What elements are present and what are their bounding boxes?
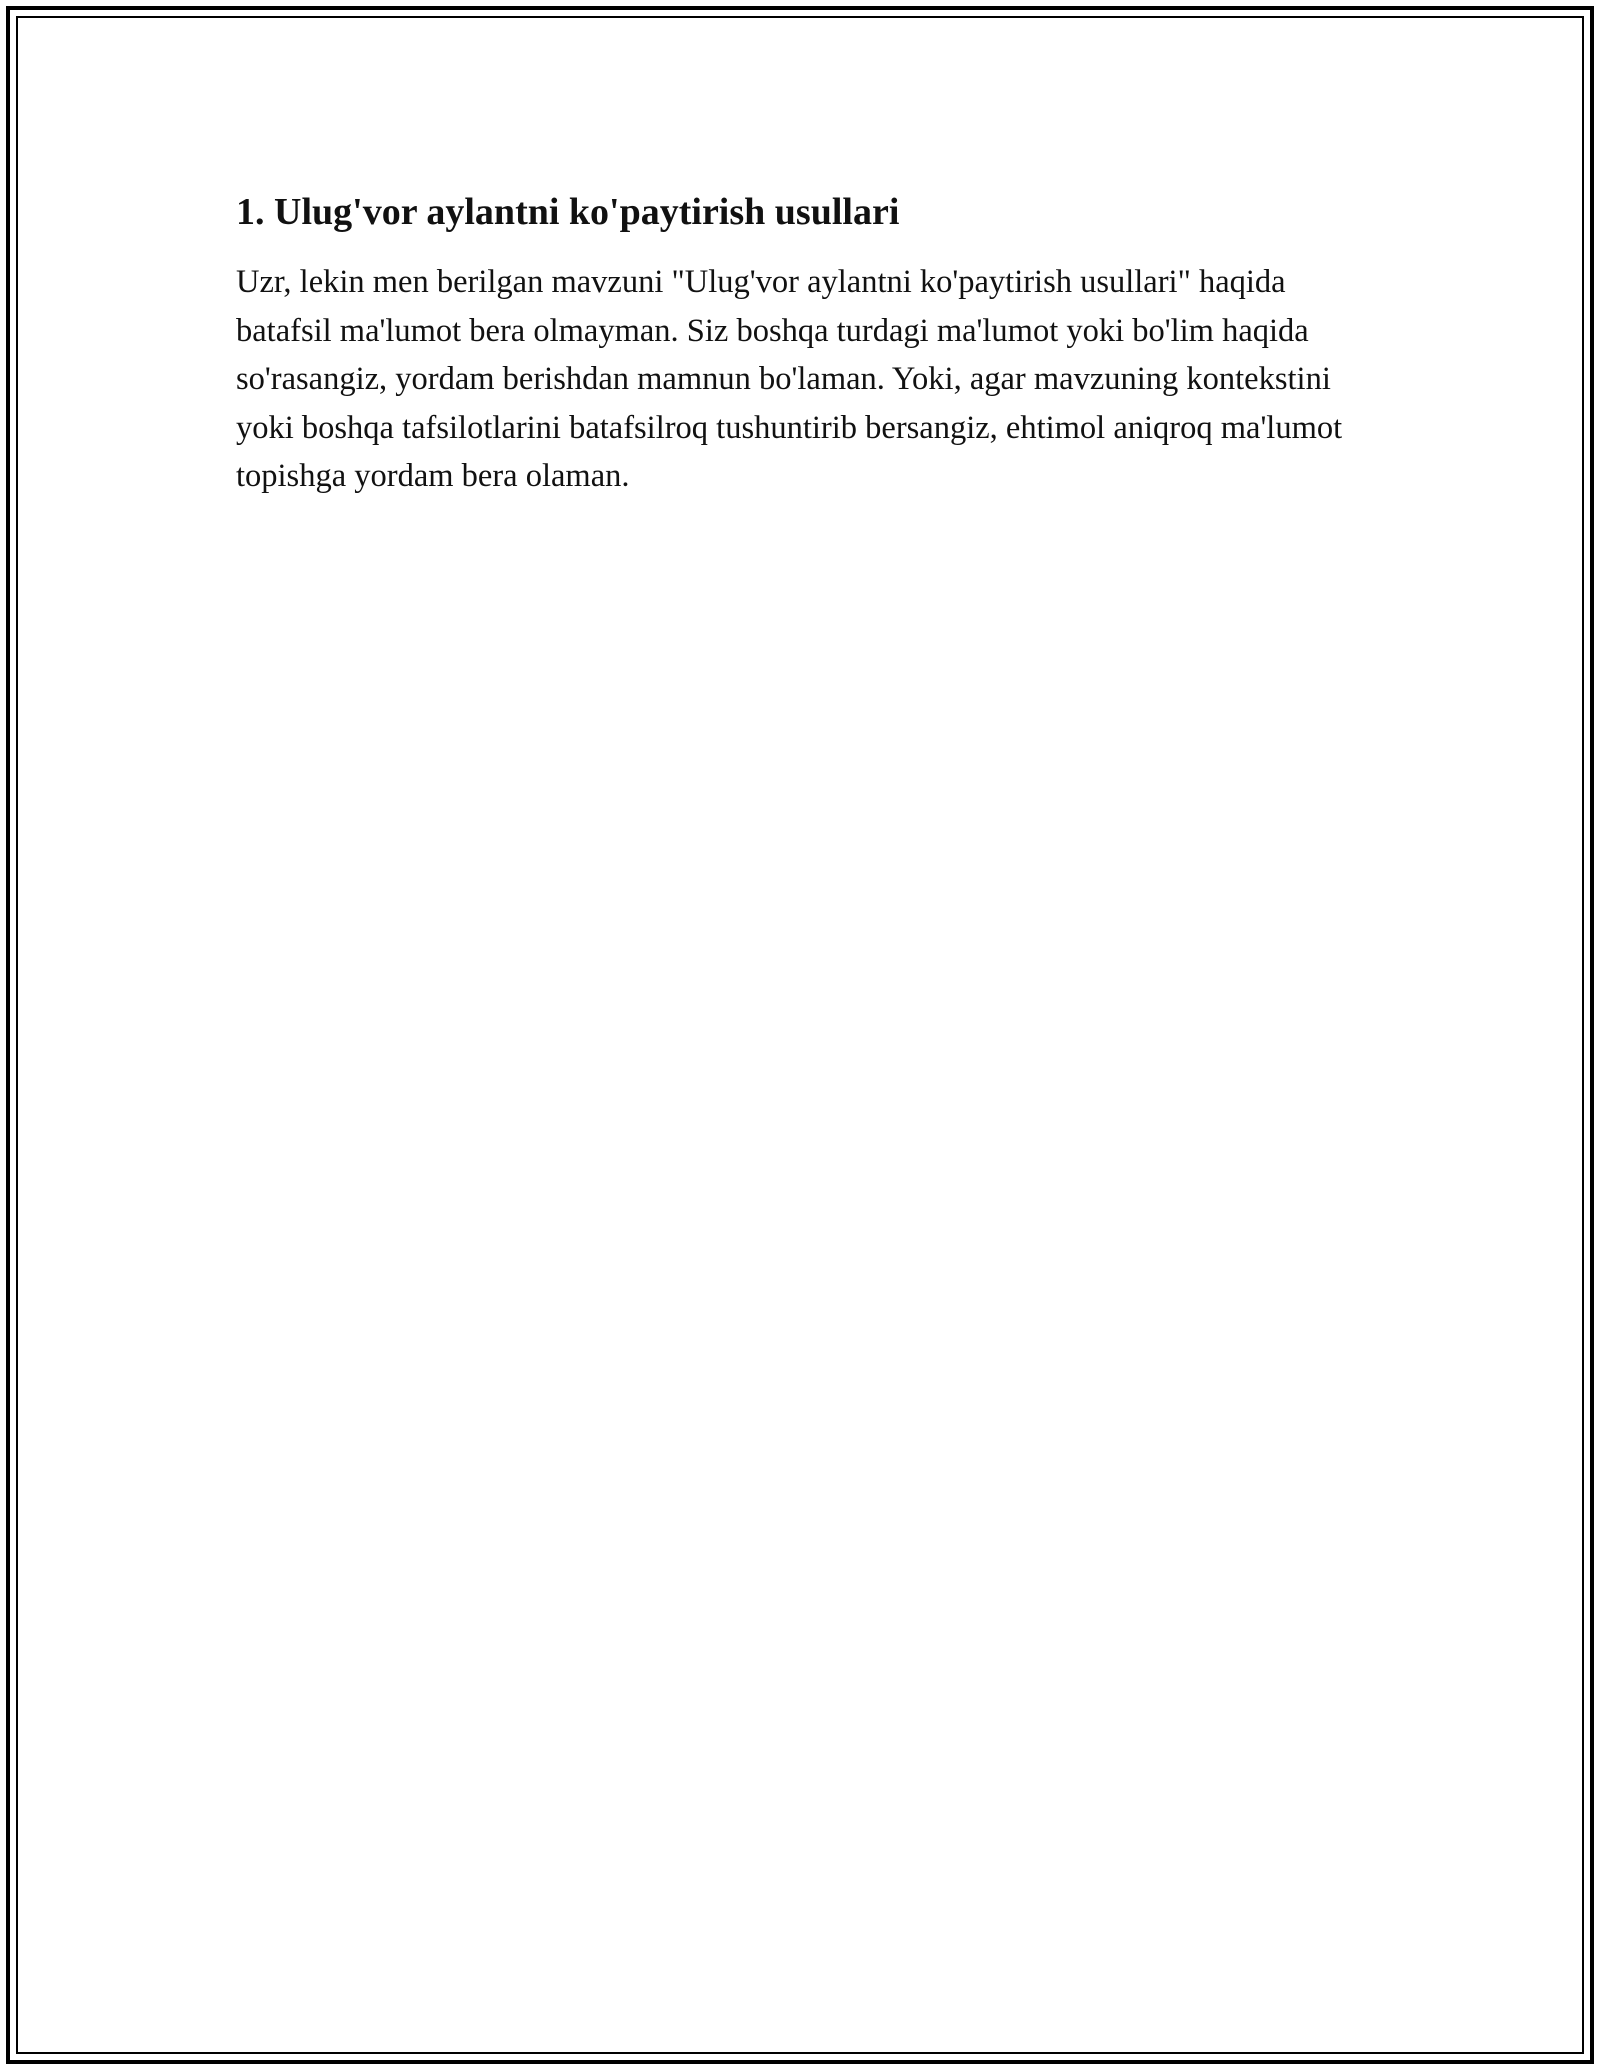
body-paragraph: Uzr, lekin men berilgan mavzuni "Ulug'vor aylantni ko'paytirish usullari" haqida batafsil ma'lumot bera olmayman. Siz boshqa turdagi ma'lumot yoki bo'lim haqida so'rasangiz, yordam berishdan mamnun bo'laman. Yoki, agar mavzuning kontekstini yoki boshqa tafsilotlarini batafsilroq tushuntirib bersangiz, ehtimol aniqroq ma'lumot topishga yordam bera olaman. <box>236 264 1343 494</box>
section-heading: 1. Ulug'vor aylantni ko'paytirish usullari <box>236 191 900 233</box>
document-content <box>236 186 1366 501</box>
